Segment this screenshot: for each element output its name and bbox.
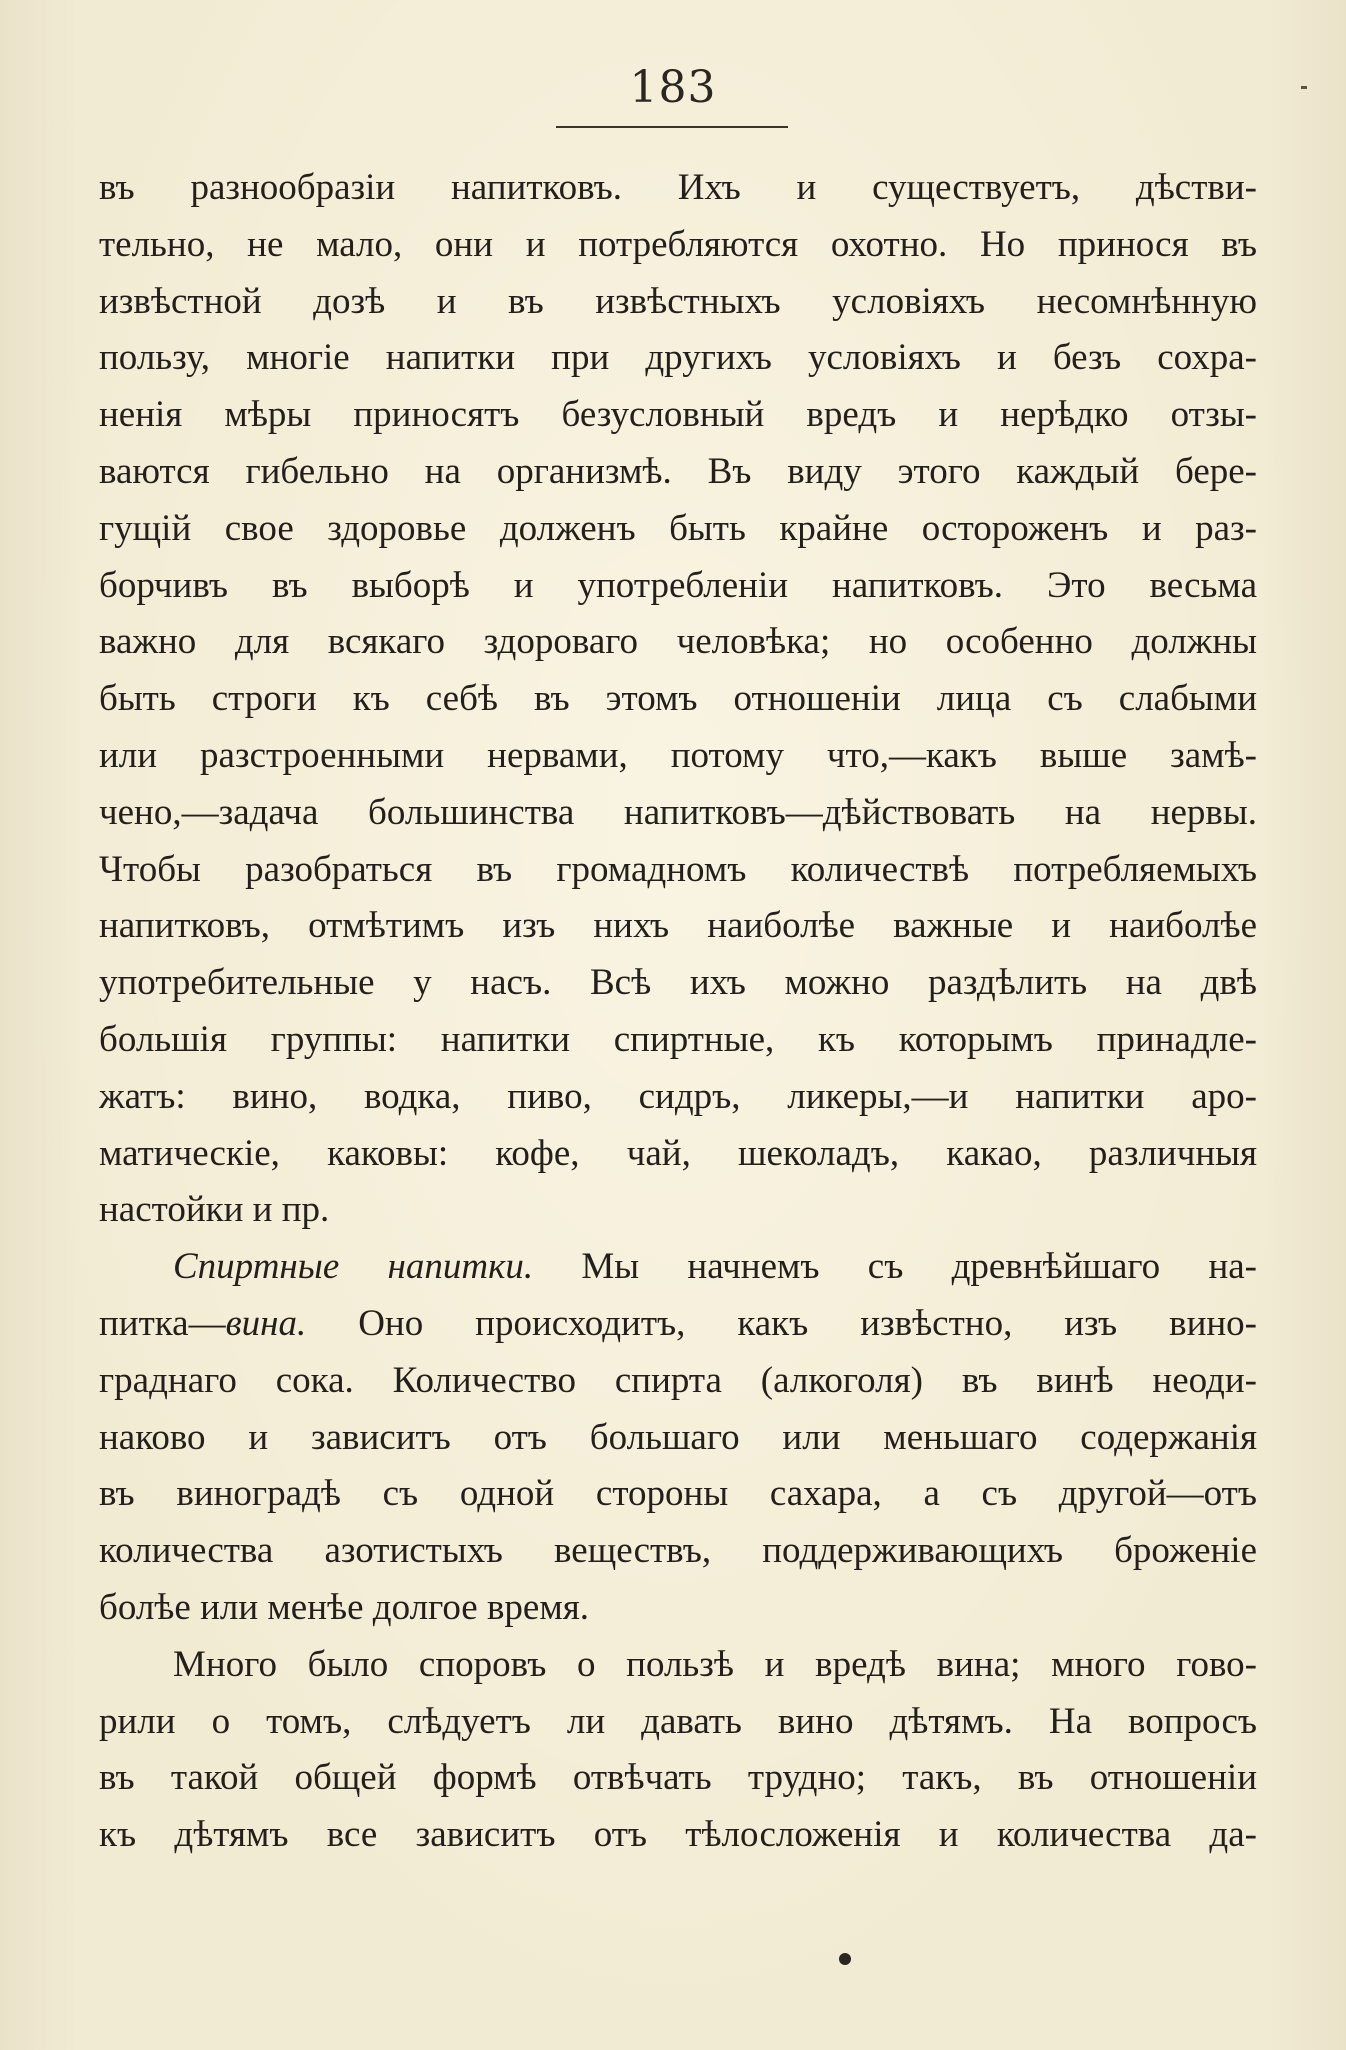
text-line: Чтобы разобраться въ громадномъ количествѣ потребляемыхъ [99,848,1257,890]
text-line: жатъ: вино, водка, пиво, сидръ, ликеры,—и напитки аро- [99,1075,1257,1117]
emphasis-italic: вина. [225,1302,307,1344]
text-line: быть строги къ себѣ въ этомъ отношеніи лица съ слабыми [99,678,1257,720]
text-line [99,1239,1257,1296]
text-line: въ разнообразіи напитковъ. Ихъ и существуетъ, дѣстви- [99,167,1257,208]
text-line: Много было споровъ о пользѣ и вредѣ вина; много гово- [173,1643,1257,1685]
text-line: извѣстной дозѣ и въ извѣстныхъ условіяхъ несомнѣнную [99,280,1257,322]
text-line: важно для всякаго здороваго человѣка; но особенно должны [99,621,1257,663]
text-line: наково и зависитъ отъ большаго или меньшаго содержанія [99,1416,1257,1458]
section-heading-italic: Спиртные напитки. [173,1246,534,1288]
text-line: количества азотистыхъ веществъ, поддерживающихъ броженіе [99,1530,1257,1572]
ink-dot [839,1953,851,1965]
text-line: рили о томъ, слѣдуетъ ли давать вино дѣтямъ. На вопросъ [99,1700,1257,1742]
header-rule [556,126,788,128]
text-line: ваются гибельно на организмѣ. Въ виду этого каждый бере- [99,450,1257,492]
text-line: пользу, многіе напитки при другихъ условіяхъ и безъ сохра- [99,337,1257,379]
text-line: болѣе или менѣе долгое время. [99,1586,590,1628]
text-line: граднаго сока. Количество спирта (алкоголя) въ винѣ неоди- [99,1359,1257,1401]
text-line: тельно, не мало, они и потребляются охотно. Но принося въ [99,223,1257,265]
text-line: чено,—задача большинства напитковъ—дѣйствовать на нервы. [99,791,1257,833]
text-span: Мы начнемъ съ древнѣйшаго на- [533,1246,1257,1288]
text-line: употребительные у насъ. Всѣ ихъ можно раздѣлить на двѣ [99,962,1257,1004]
text-line: напитковъ, отмѣтимъ изъ нихъ наиболѣе важные и наиболѣе [99,905,1257,947]
text-line: въ такой общей формѣ отвѣчать трудно; такъ, въ отношеніи [99,1757,1257,1799]
text-line: большія группы: напитки спиртные, къ которымъ принадле- [99,1018,1257,1060]
text-line: борчивъ въ выборѣ и употребленіи напитковъ. Это весьма [99,564,1257,606]
text-line: настойки и пр. [99,1189,330,1231]
text-line: къ дѣтямъ все зависитъ отъ тѣлосложенія и количества да- [99,1814,1257,1856]
text-line: матическіе, каковы: кофе, чай, шеколадъ, какао, различныя [99,1132,1257,1174]
text-line: въ виноградѣ съ одной стороны сахара, а съ другой—отъ [99,1473,1257,1515]
text-span: Оно происходитъ, какъ извѣстно, изъ вино- [306,1302,1257,1344]
text-line: ненія мѣры приносятъ безусловный вредъ и нерѣдко отзы- [99,394,1257,436]
page-number: 183 [629,62,717,113]
body-text [99,160,1257,1864]
text-line: гущій свое здоровье долженъ быть крайне остороженъ и раз- [99,507,1257,549]
text-line: или разстроенными нервами, потому что,—какъ выше замѣ- [99,734,1257,776]
text-span: питка— [99,1302,226,1344]
text-line [99,1296,1257,1353]
